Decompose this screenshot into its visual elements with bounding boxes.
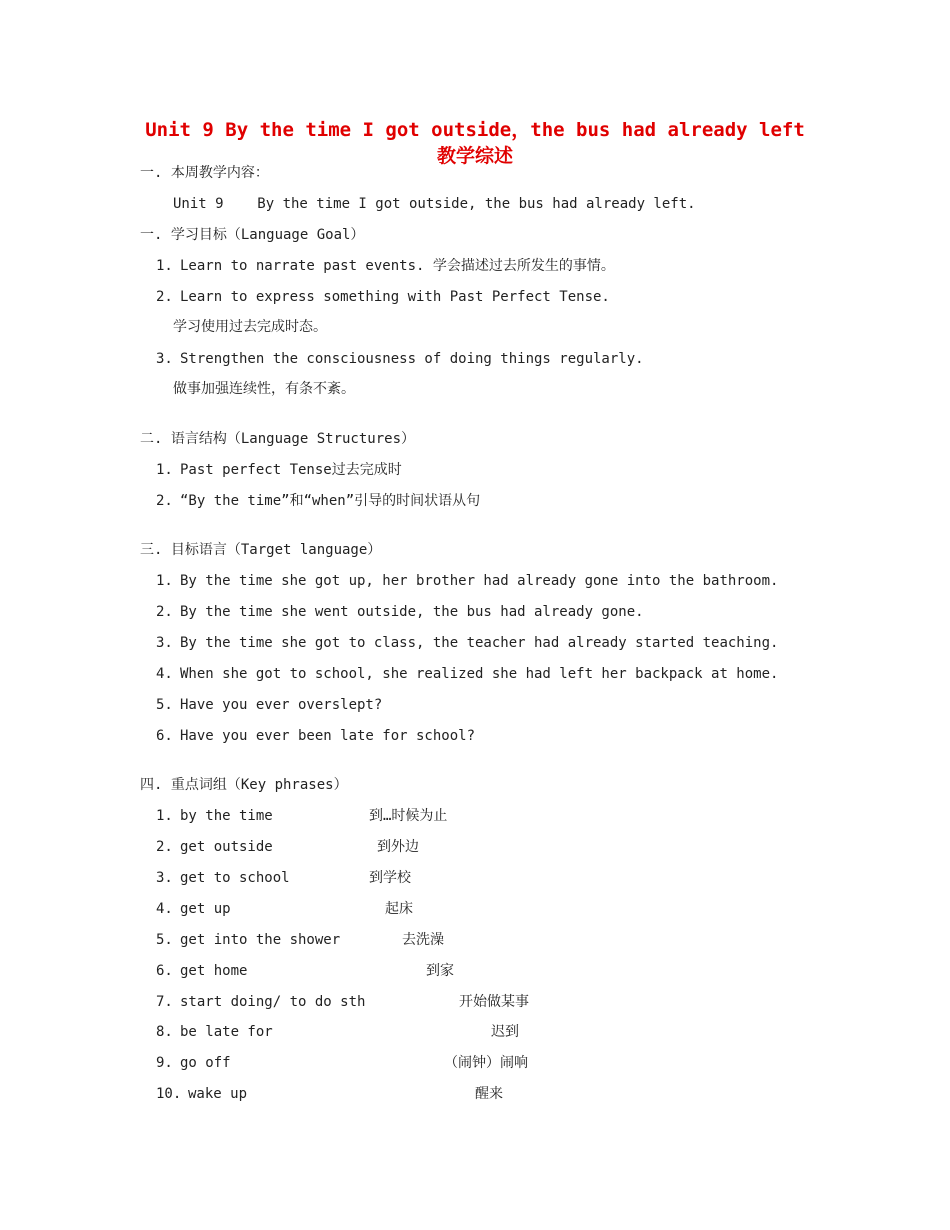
goal-item-1-num: 1. bbox=[156, 258, 173, 274]
phrase-item-6-en: get home bbox=[180, 963, 248, 979]
phrase-item-5-en: get into the shower bbox=[180, 932, 341, 948]
phrase-item-2-en: get outside bbox=[180, 839, 273, 855]
target-item-5-text: Have you ever overslept? bbox=[180, 697, 383, 713]
phrase-item-7-cn: 开始做某事 bbox=[459, 994, 529, 1010]
phrase-item-8-num: 8. bbox=[156, 1024, 173, 1040]
structure-item-1-num: 1. bbox=[156, 462, 173, 478]
goal-item-2-num: 2. bbox=[156, 289, 173, 305]
phrase-item-8-en: be late for bbox=[180, 1024, 273, 1040]
section-content-heading: 一. 本周教学内容： bbox=[140, 165, 269, 181]
target-item-6-num: 6. bbox=[156, 728, 173, 744]
document-title-line1: Unit 9 By the time I got outside，the bus had already left bbox=[145, 119, 805, 141]
structure-item-2-text: “By the time”和“when”引导的时间状语从句 bbox=[180, 493, 481, 509]
phrase-item-6-cn: 到家 bbox=[426, 963, 454, 979]
phrase-item-10-en: wake up bbox=[188, 1086, 248, 1102]
phrase-item-5-cn: 去洗澡 bbox=[402, 932, 444, 948]
phrase-item-6-num: 6. bbox=[156, 963, 173, 979]
phrase-item-10-cn: 醒来 bbox=[475, 1086, 503, 1102]
section-target-heading: 三. 目标语言（Target language） bbox=[140, 542, 382, 558]
phrase-item-5-num: 5. bbox=[156, 932, 173, 948]
phrase-item-1-num: 1. bbox=[156, 808, 173, 824]
target-item-4-num: 4. bbox=[156, 666, 173, 682]
phrase-item-7-en: start doing/ to do sth bbox=[180, 994, 366, 1010]
section-content-body: Unit 9 By the time I got outside, the bus had already left. bbox=[173, 196, 696, 212]
structure-item-2-num: 2. bbox=[156, 493, 173, 509]
goal-item-3-sub: 做事加强连续性，有条不紊。 bbox=[173, 381, 355, 397]
target-item-5-num: 5. bbox=[156, 697, 173, 713]
target-item-2-num: 2. bbox=[156, 604, 173, 620]
target-item-3-num: 3. bbox=[156, 635, 173, 651]
target-item-1-num: 1. bbox=[156, 573, 173, 589]
phrase-item-10-num: 10. bbox=[156, 1086, 182, 1102]
document-title-line2: 教学综述 bbox=[436, 145, 513, 167]
goal-item-3-num: 3. bbox=[156, 351, 173, 367]
phrase-item-1-cn: 到…时候为止 bbox=[369, 808, 448, 824]
phrase-item-7-num: 7. bbox=[156, 994, 173, 1010]
phrase-item-3-en: get to school bbox=[180, 870, 290, 886]
section-structure-heading: 二. 语言结构（Language Structures） bbox=[140, 431, 416, 447]
target-item-3-text: By the time she got to class, the teacher had already started teaching. bbox=[180, 635, 779, 651]
phrase-item-1-en: by the time bbox=[180, 808, 273, 824]
target-item-6-text: Have you ever been late for school? bbox=[180, 728, 476, 744]
phrase-item-8-cn: 迟到 bbox=[491, 1024, 519, 1040]
goal-item-2-text: Learn to express something with Past Perfect Tense. bbox=[180, 289, 610, 305]
phrase-item-9-en: go off bbox=[180, 1055, 231, 1071]
section-goal-heading: 一. 学习目标（Language Goal） bbox=[140, 227, 365, 243]
phrase-item-4-en: get up bbox=[180, 901, 231, 917]
goal-item-2-sub: 学习使用过去完成时态。 bbox=[173, 319, 327, 335]
target-item-2-text: By the time she went outside, the bus had already gone. bbox=[180, 604, 644, 620]
phrase-item-3-num: 3. bbox=[156, 870, 173, 886]
goal-item-1-text: Learn to narrate past events. 学会描述过去所发生的事情。 bbox=[180, 258, 615, 274]
target-item-1-text: By the time she got up, her brother had already gone into the bathroom. bbox=[180, 573, 779, 589]
phrase-item-2-cn: 到外边 bbox=[377, 839, 419, 855]
phrase-item-9-cn: （闹钟）闹响 bbox=[444, 1055, 528, 1071]
structure-item-1-text: Past perfect Tense过去完成时 bbox=[180, 462, 402, 478]
phrase-item-4-num: 4. bbox=[156, 901, 173, 917]
section-phrases-heading: 四. 重点词组（Key phrases） bbox=[140, 777, 348, 793]
goal-item-3-text: Strengthen the consciousness of doing things regularly. bbox=[180, 351, 644, 367]
phrase-item-9-num: 9. bbox=[156, 1055, 173, 1071]
target-item-4-text: When she got to school, she realized she had left her backpack at home. bbox=[180, 666, 779, 682]
phrase-item-4-cn: 起床 bbox=[385, 901, 413, 917]
phrase-item-3-cn: 到学校 bbox=[369, 870, 411, 886]
phrase-item-2-num: 2. bbox=[156, 839, 173, 855]
